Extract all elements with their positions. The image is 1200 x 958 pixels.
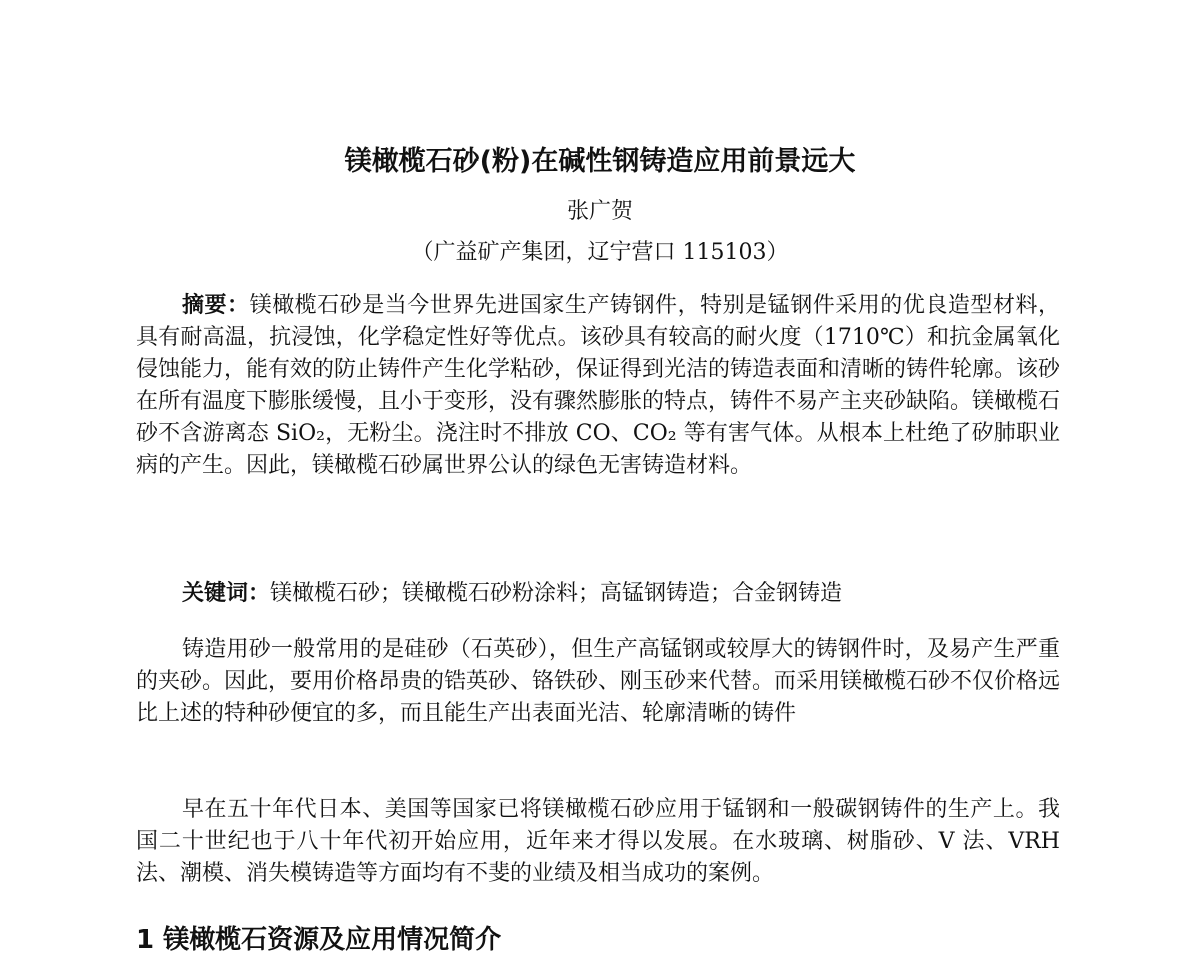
author-name: 张广贺 (566, 199, 633, 224)
keywords-text: 镁橄榄石砂；镁橄榄石砂粉涂料；高锰钢铸造；合金钢铸造 (270, 581, 843, 606)
section-heading: 1 镁橄榄石资源及应用情况简介 (136, 925, 502, 955)
author-affiliation: （广益矿产集团，辽宁营口 115103） (411, 240, 789, 265)
abstract-label: 摘要： (182, 293, 250, 318)
keywords-label: 关键词： (182, 581, 271, 606)
paper-title: 镁橄榄石砂(粉)在碱性钢铸造应用前景远大 (344, 146, 856, 177)
abstract-paragraph (136, 290, 1060, 482)
body-paragraph-2: 早在五十年代日本、美国等国家已将镁橄榄石砂应用于锰钢和一般碳钢铸件的生产上。我国二十世纪也于八十年代初开始应用，近年来才得以发展。在水玻璃、树脂砂、V 法、VRH 法、潮模、消失模铸造等方面均有不斐的业绩及相当成功的案例。 (136, 797, 1060, 886)
keywords-paragraph (136, 578, 1060, 610)
abstract-text: 镁橄榄石砂是当今世界先进国家生产铸钢件，特别是锰钢件采用的优良造型材料，具有耐高温，抗浸蚀，化学稳定性好等优点。该砂具有较高的耐火度（1710℃）和抗金属氧化侵蚀能力，能有效的防止铸件产生化学粘砂，保证得到光洁的铸造表面和清晰的铸件轮廓。该砂在所有温度下膨胀缓慢，且小于变形，没有骤然膨胀的特点，铸件不易产主夹砂缺陷。镁橄榄石砂不含游离态 SiO₂，无粉尘。浇注时不排放 CO、CO₂ 等有害气体。从根本上杜绝了矽肺职业病的产生。因此，镁橄榄石砂属世界公认的绿色无害铸造材料。 (136, 293, 1061, 478)
body-paragraph-1: 铸造用砂一般常用的是硅砂（石英砂），但生产高锰钢或较厚大的铸钢件时，及易产生严重的夹砂。因此，要用价格昂贵的锆英砂、铬铁砂、刚玉砂来代替。而采用镁橄榄石砂不仅价格远比上述的特种砂便宜的多，而且能生产出表面光洁、轮廓清晰的铸件 (136, 637, 1061, 726)
